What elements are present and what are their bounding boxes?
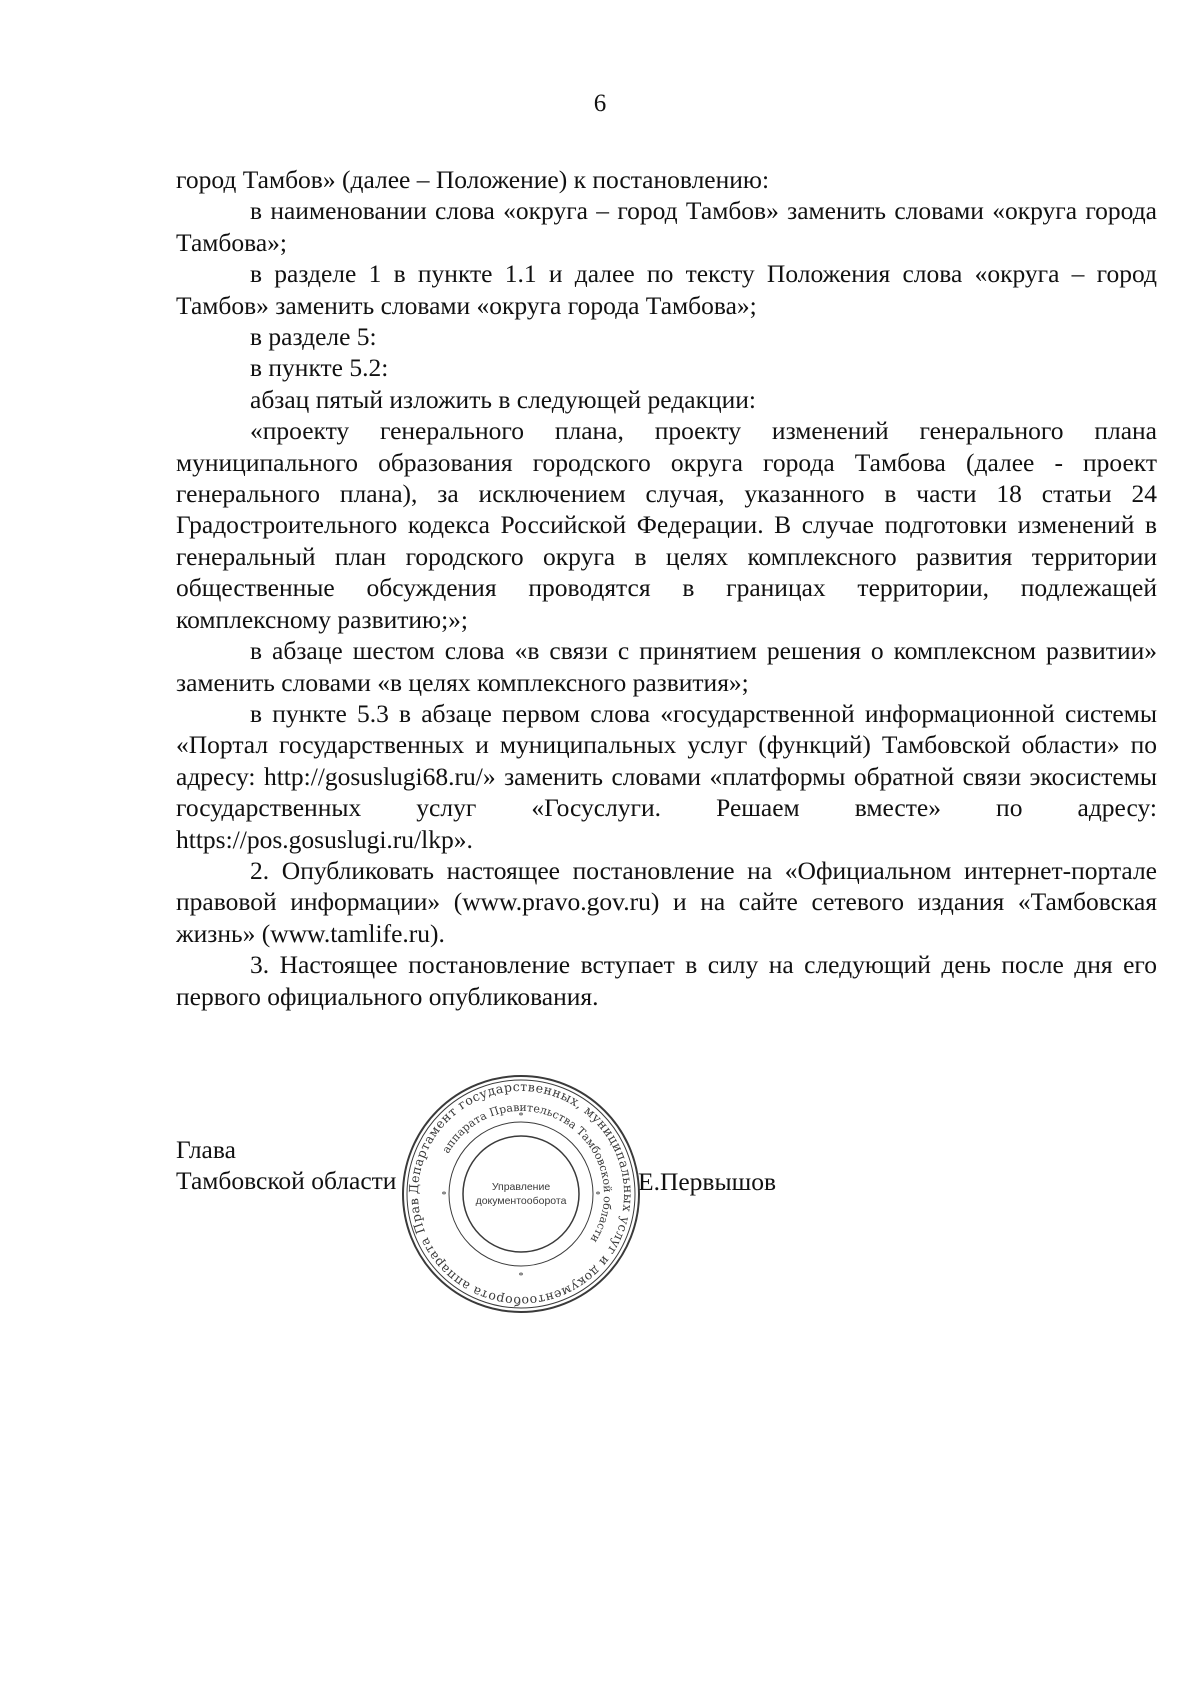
signature-title <box>176 1134 396 1197</box>
paragraph: в пункте 5.2: <box>250 353 389 383</box>
stamp-center-line-2: документооборота <box>475 1195 567 1207</box>
paragraph: в пункте 5.3 в абзаце первом слова «государственной информационной системы «Портал государственных и муниципальных услуг (функций) Тамбовской области» по адресу: http://gosuslugi68.ru/» заменить словами «платформы обратной связи экосистемы государственных услуг «Госуслуги. Решаем вместе» по адресу: https://pos.gosuslugi.ru/lkp». <box>176 698 1157 854</box>
stamp-star-right: * <box>595 1190 601 1201</box>
paragraph: в разделе 1 в пункте 1.1 и далее по тексту Положения слова «округа – город Тамбов» заменить словами «округа города Тамбова»; <box>176 259 1157 320</box>
stamp-inner-text: аппарата Правительства Тамбовской области <box>439 1100 615 1246</box>
signature-title-line-2: Тамбовской области <box>176 1166 397 1196</box>
stamp-star-bottom: * <box>518 1271 524 1282</box>
stamp-star-left: * <box>441 1190 447 1201</box>
paragraph: 2. Опубликовать настоящее постановление на «Официальном интернет-портале правовой информации» (www.pravo.gov.ru) и на сайте сетевого издания «Тамбовская жизнь» (www.tamlife.ru). <box>176 855 1157 948</box>
official-stamp <box>400 1073 642 1315</box>
paragraph: город Тамбов» (далее – Положение) к постановлению: <box>176 165 770 194</box>
signature-name: Е.Первышов <box>638 1167 777 1196</box>
paragraph: «проекту генерального плана, проекту изменений генерального плана муниципального образования городского округа города Тамбова (далее - проект генерального плана), за исключением случая, указанного в части 18 статьи 24 Градостроительного кодекса Российской Федерации. В случае подготовки изменений в генеральный план городского округа в целях комплексного развития территории общественные обсуждения проводятся в границах территории, подлежащей комплексному развитию;»; <box>176 416 1157 634</box>
paragraph: 3. Настоящее постановление вступает в силу на следующий день после дня его первого официального опубликования. <box>176 950 1157 1011</box>
stamp-star-top: * <box>518 1111 524 1122</box>
paragraph: абзац пятый изложить в следующей редакции: <box>250 384 756 414</box>
paragraph: в абзаце шестом слова «в связи с принятием решения о комплексном развитии» заменить словами «в целях комплексного развития»; <box>176 636 1157 697</box>
stamp-center-line-1: Управление <box>491 1181 551 1193</box>
document-body <box>176 164 1157 1012</box>
stamp-outer-text: Департамент государственных, муниципальных услуг и документооборота аппарата Прав <box>405 1078 637 1310</box>
signature-title-line-1: Глава <box>176 1135 236 1164</box>
page-number: 6 <box>593 90 607 117</box>
paragraph: в наименовании слова «округа – город Тамбов» заменить словами «округа города Тамбова»; <box>176 196 1157 257</box>
paragraph: в разделе 5: <box>250 322 377 352</box>
